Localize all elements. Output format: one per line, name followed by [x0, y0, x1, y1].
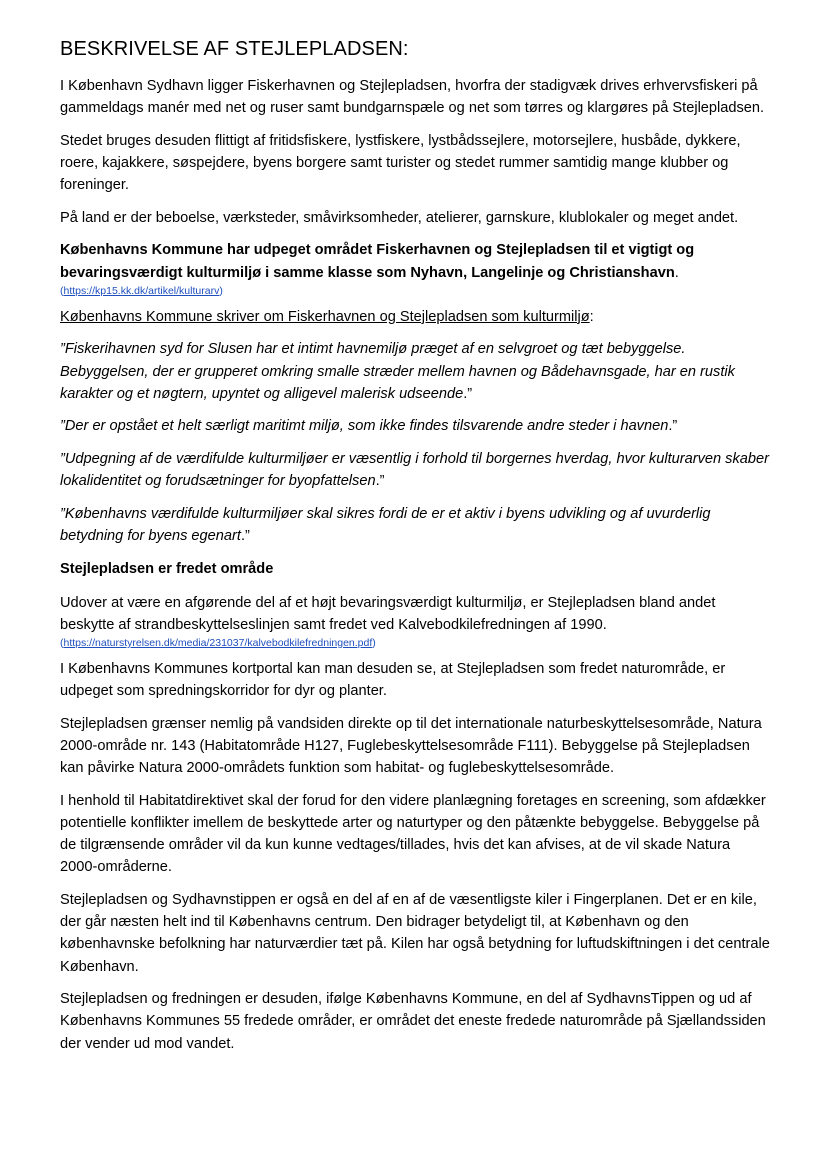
page-title: BESKRIVELSE AF STEJLEPLADSEN: — [60, 38, 409, 60]
paragraph-kortportal: I Københavns Kommunes kortportal kan man desuden se, at Stejlepladsen som fredet naturområde, er udpeget som spredningskorridor for dyr og planter. — [60, 660, 726, 700]
kommune-writes-underlined: Københavns Kommune skriver om Fiskerhavnen og Stejlepladsen som kulturmiljø — [60, 308, 590, 325]
paragraph-intro: I København Sydhavn ligger Fiskerhavnen og Stejlepladsen, hvorfra der stadigvæk drives erhvervsfiskeri på gammeldags manér med net og ruser samt bundgarnspæle og net som tørres og klargøres på Stejlepladsen. — [60, 78, 765, 117]
quote-kulturmiljoer-text: Københavns værdifulde kulturmiljøer skal sikres fordi de er et aktiv i byens udvikling og af uvurderlig betydning for byens egenart — [60, 505, 711, 544]
paragraph-sydhavnstippen: Stejlepladsen og fredningen er desuden, ifølge Københavns Kommune, en del af SydhavnsTippen og ud af Københavns Kommunes 55 fredede områder, er området det eneste fredede naturområde på Sjællandssiden der vender ud mod vandet. — [60, 991, 766, 1052]
paragraph-habitatdirektiv: I henhold til Habitatdirektivet skal der forud for den videre planlægning foretages en screening, som afdækker potentielle konflikter imellem de beskyttede arter og naturtyper og den påtænkte bebyggelse. Bebyggelse på de tilgrænsende områder vil da kun kunne vedtages/tillades, hvis det kan afvises, at de vil skade Natura 2000-områderne. — [60, 792, 766, 876]
link-kalvebodkilefredningen[interactable]: https://naturstyrelsen.dk/media/231037/kalvebodkilefredningen.pdf — [63, 636, 373, 649]
link-open-paren: ( — [60, 636, 64, 649]
paragraph-fingerplanen: Stejlepladsen og Sydhavnstippen er også en del af en af de væsentligste kiler i Fingerplanen. Det er en kile, der går næsten helt ind til Københavns centrum. Den bidrager betydeligt til, at København og den københavnske befolkning har naturværdier tæt på. Kilen har også betydning for luftudskiftningen i det centrale København. — [60, 891, 770, 975]
paragraph-natura2000: Stejlepladsen grænser nemlig på vandsiden direkte op til det internationale naturbeskyttelsesområde, Natura 2000-område nr. 143 (Habitatområde H127, Fuglebeskyttelsesområde F111). Bebyggelse på Stejlepladsen kan påvirke Natura 2000-områdets funktion som habitat- og fuglebeskyttelsesområde. — [60, 715, 762, 777]
quote-mark-close: .” — [668, 418, 678, 435]
quote-mark-open: ” — [60, 418, 65, 435]
link-open-paren: ( — [60, 284, 64, 297]
kommune-designation-bold: Københavns Kommune har udpeget området Fiskerhavnen og Stejlepladsen til et vigtigt og bevaringsværdigt kulturmiljø i samme klasse som Nyhavn, Langelinje og Christianshavn — [60, 242, 695, 281]
quote-udpegning-text: Udpegning af de værdifulde kulturmiljøer er væsentlig i forhold til borgernes hverdag, hvor kulturarven skaber lokalidentitet og forudsætninger for byopfattelsen — [60, 450, 769, 490]
quote-mark-open: ” — [60, 505, 65, 522]
link-close-paren: ) — [219, 284, 223, 297]
kommune-writes-colon: : — [589, 308, 594, 325]
paragraph-usage: Stedet bruges desuden flittigt af fritidsfiskere, lystfiskere, lystbådssejlere, motorsejlere, husbåde, dykkere, roere, kajakkere, søspejdere, byens borgere samt turister og stedet rummer samtidig mange klubber og foreninger. — [60, 132, 741, 194]
quote-mark-open: ” — [60, 450, 65, 467]
paragraph-fredet-text: Udover at være en afgørende del af et højt bevaringsværdigt kulturmiljø, er Stejlepladsen bland andet beskytte af strandbeskyttelseslinjen samt fredet ved Kalvebodkilefredningen af 1990. — [60, 594, 716, 633]
quote-mark-close: .” — [375, 473, 385, 490]
quote-kulturmiljoer — [60, 503, 770, 547]
document-page — [60, 38, 770, 1065]
quote-fiskerihavnen — [60, 338, 770, 405]
quote-udpegning — [60, 448, 770, 492]
quote-maritimt-text: Der er opstået et helt særligt maritimt miljø, som ikke findes tilsvarende andre steder i havnen — [64, 418, 669, 435]
paragraph-land: På land er der beboelse, værksteder, småvirksomheder, atelierer, garnskure, klublokaler og meget andet. — [60, 209, 739, 226]
paragraph-kommune-designation — [60, 239, 770, 297]
quote-mark-close: .” — [240, 527, 250, 544]
quote-fiskerihavnen-text: Fiskerihavnen syd for Slusen har et intimt havnemiljø præget af en selvgroet og tæt bebyggelse. Bebyggelsen, der er grupperet omkring smalle stræder mellem havnen og Bådehavnsgade, har en rustik karakter og et nøgtern, upyntet og alligevel malerisk udseende — [60, 341, 735, 402]
section-heading-fredet: Stejlepladsen er fredet område — [60, 560, 274, 577]
quote-maritimt — [60, 415, 770, 437]
paragraph-kommune-writes — [60, 306, 770, 328]
link-kulturarv-wrapper — [60, 284, 770, 298]
link-kalvebodkile-wrapper — [60, 636, 770, 650]
paragraph-fredet — [60, 592, 770, 650]
link-kulturarv[interactable]: https://kp15.kk.dk/artikel/kulturarv — [63, 284, 220, 297]
quote-mark-close: .” — [463, 385, 473, 402]
link-close-paren: ) — [372, 636, 376, 649]
kommune-designation-period: . — [674, 264, 679, 281]
quote-mark-open: ” — [60, 341, 65, 358]
